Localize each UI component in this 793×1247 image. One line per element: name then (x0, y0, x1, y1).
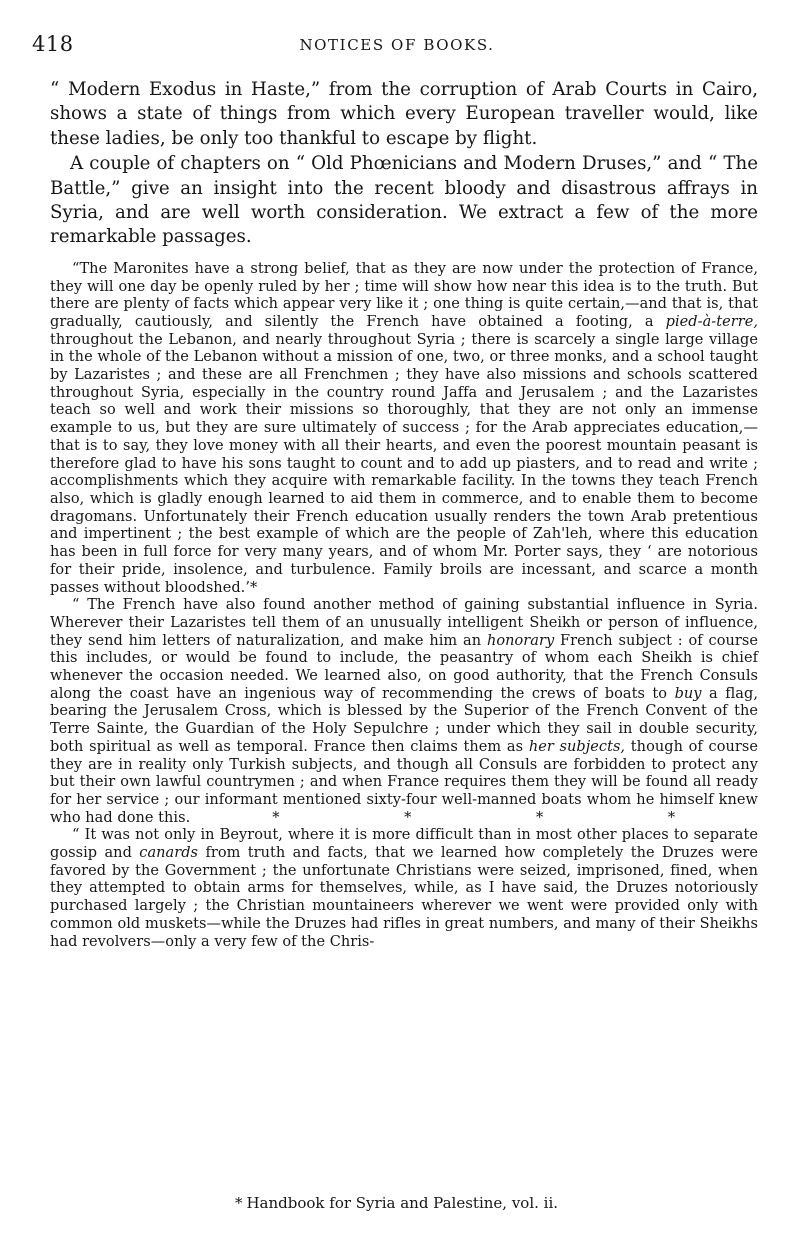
quote-italic: pied-à-terre, (665, 313, 758, 330)
quote-text: “ The French have also found another method of gaining substantial influence in Syria. Wherever their Lazaristes tell them of an unusually intelligent Sheikh or person of influence, they send him letters of naturalization, and make him an (50, 597, 758, 649)
footnote-text: Handbook for Syria and Palestine, vol. ii. (246, 1194, 559, 1212)
quoted-extract (50, 261, 758, 951)
page-number: 418 (32, 32, 74, 56)
page-body (50, 78, 758, 951)
page-header (32, 32, 762, 62)
quote-italic: canards (139, 845, 199, 862)
quote-paragraph-french-influence (50, 597, 758, 827)
quote-italic: honorary (486, 632, 555, 649)
quote-text: throughout the Lebanon, and nearly throughout Syria ; there is scarcely a single large village in the whole of the Lebanon without a mission of one, two, or three monks, and a school taught by Lazaristes ; and these are all Frenchmen ; they have also missions and schools scattered throughout Syria, especially in the country round Jaffa and Jerusalem ; and the Lazaristes teach so well and work their missions so thoroughly, that they are not only an immense example to us, but they are sure ultimately of success ; for the Arab appreciates education,—that is to say, they love money with all their hearts, and even the poorest mountain peasant is therefore glad to have his sons taught to count and to add up piasters, and to read and write ; accomplishments which they acquire with remarkable facility. In the towns they teach French also, which is gladly enough learned to aid them in commerce, and to enable them to become dragomans. Unfortunately their French education usually renders the town Arab pretentious and impertinent ; the best example of which are the people of Zah'leh, where this education has been in full force for very many years, and of whom Mr. Porter says, they ‘ are notorious for their pride, insolence, and turbulence. Family broils are incessant, and scarce a month passes without bloodshed.’* (50, 331, 758, 596)
paragraph-exodus: “ Modern Exodus in Haste,” from the corruption of Arab Courts in Cairo, shows a state of things from which every European traveller would, like these ladies, be only too thankful to escape by flight. (50, 79, 758, 149)
running-title: NOTICES OF BOOKS. (299, 36, 495, 54)
quote-text: “The Maronites have a strong belief, that as they are now under the protection of France, they will one day be openly ruled by her ; time will show how near this idea is to the truth. But there are plenty of facts which appear very like it ; one thing is quite certain,—and that is, that gradually, cautiously, and silently the French have obtained a footing, a (50, 260, 758, 330)
footnote (0, 1194, 793, 1212)
paragraph-chapters: A couple of chapters on “ Old Phœnicians and Modern Druses,” and “ The Battle,” give an insight into the recent bloody and disastrous affrays in Syria, and are well worth consideration. We extract a few of the more remarkable passages. (50, 153, 758, 248)
quote-paragraph-maronites (50, 261, 758, 597)
ellipsis-stars: * * * * (272, 809, 736, 826)
quote-text: a flag, bearing the Jerusalem Cross, which is blessed by the Superior of the French Convent of the Terre Sainte, the Guardian of the Holy Sepulchre ; under which they sail in double security, both spiritual as well as temporal. France then claims them as (50, 685, 758, 755)
quote-text: “ It was not only in Beyrout, where it is more difficult than in most other places to separate gossip and (50, 827, 758, 862)
quote-text: from truth and facts, that we learned how completely the Druzes were favored by the Government ; the unfortunate Christians were seized, imprisoned, fined, when they attempted to obtain arms for themselves, while, as I have said, the Druzes notoriously purchased largely ; the Christian mountaineers wherever we went were provided only with common old muskets—while the Druzes had rifles in great numbers, and many of their Sheikhs had revolvers—only a very few of the Chris- (50, 845, 758, 950)
quote-italic: her subjects, (528, 738, 626, 755)
quote-text: though of course they are in reality only Turkish subjects, and though all Consuls are forbidden to protect any but their own lawful countrymen ; and when France requires them they will be found all ready for her service ; our informant mentioned sixty-four well-manned boats whom he himself knew who had done this. (50, 738, 758, 826)
quote-paragraph-beyrout (50, 827, 758, 951)
quote-italic: buy (674, 685, 702, 702)
quote-text: French subject : of course this includes, or would be found to include, the peasantry of whom each Sheikh is chief whenever the occasion needed. We learned also, on good authority, that the French Consuls along the coast have an ingenious way of recommending the crews of boats to (50, 632, 758, 702)
footnote-mark: * (234, 1194, 243, 1212)
